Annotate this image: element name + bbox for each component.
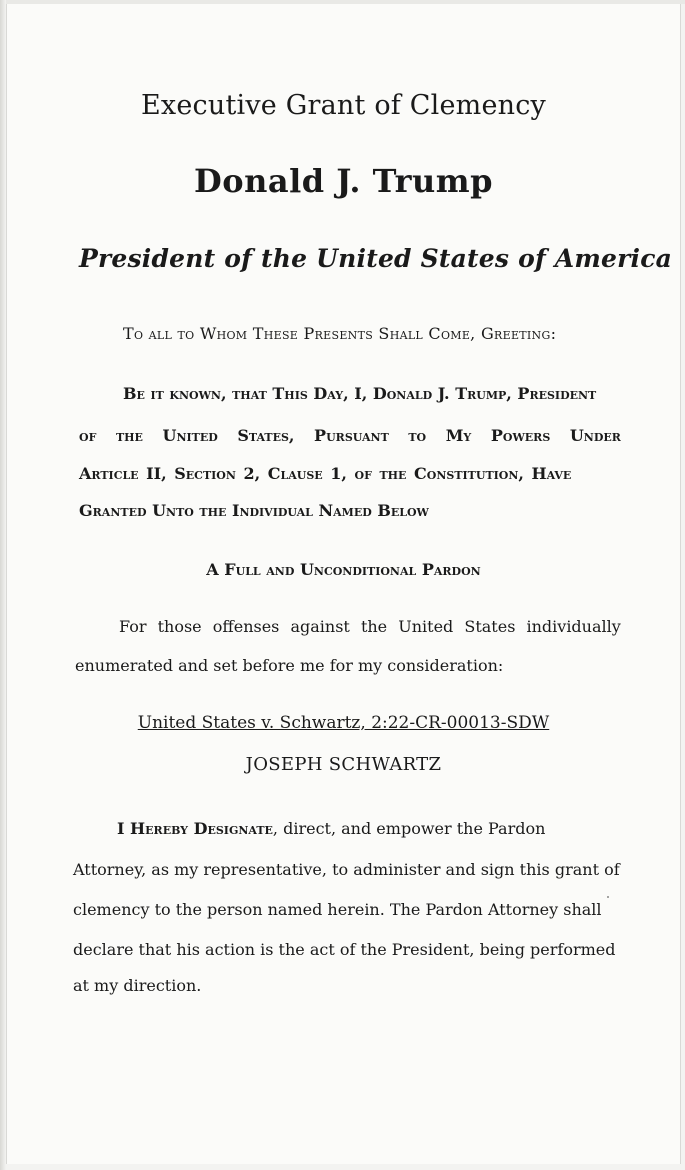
- offenses-line-2: enumerated and set before me for my consideration:: [75, 656, 504, 675]
- designation-line-4: declare that his action is the act of the President, being performed: [73, 940, 616, 959]
- designation-lead: I Hereby Designate: [117, 819, 273, 838]
- proclamation-line-2: of the United States, Pursuant to My Powers Under: [79, 426, 621, 445]
- designation-line-5: at my direction.: [73, 976, 202, 995]
- proclamation-line-1: Be it known, that This Day, I, Donald J. Trump, President: [123, 384, 597, 403]
- designation-line-1-rest: , direct, and empower the Pardon: [272, 819, 546, 838]
- document-title: Executive Grant of Clemency: [141, 90, 546, 121]
- greeting-line: To all to Whom These Presents Shall Come, Greeting:: [123, 324, 557, 343]
- proclamation-line-4: Granted Unto the Individual Named Below: [79, 501, 429, 520]
- scan-speck: [607, 896, 609, 898]
- grantor-office: President of the United States of America: [79, 244, 673, 273]
- offenses-line-1: For those offenses against the United States individually: [119, 617, 621, 636]
- clemency-document-page: [6, 4, 681, 1164]
- grantor-name: Donald J. Trump: [193, 162, 494, 200]
- designation-line-1: [117, 819, 545, 838]
- designation-line-3: clemency to the person named herein. The Pardon Attorney shall: [73, 900, 602, 919]
- designation-line-2: Attorney, as my representative, to administer and sign this grant of: [73, 860, 620, 879]
- pardoned-individual: JOSEPH SCHWARTZ: [245, 754, 442, 775]
- pardon-type: A Full and Unconditional Pardon: [206, 560, 481, 579]
- case-caption: United States v. Schwartz, 2:22-CR-00013-SDW: [137, 713, 550, 733]
- proclamation-line-3: Article II, Section 2, Clause 1, of the Constitution, Have: [79, 464, 572, 483]
